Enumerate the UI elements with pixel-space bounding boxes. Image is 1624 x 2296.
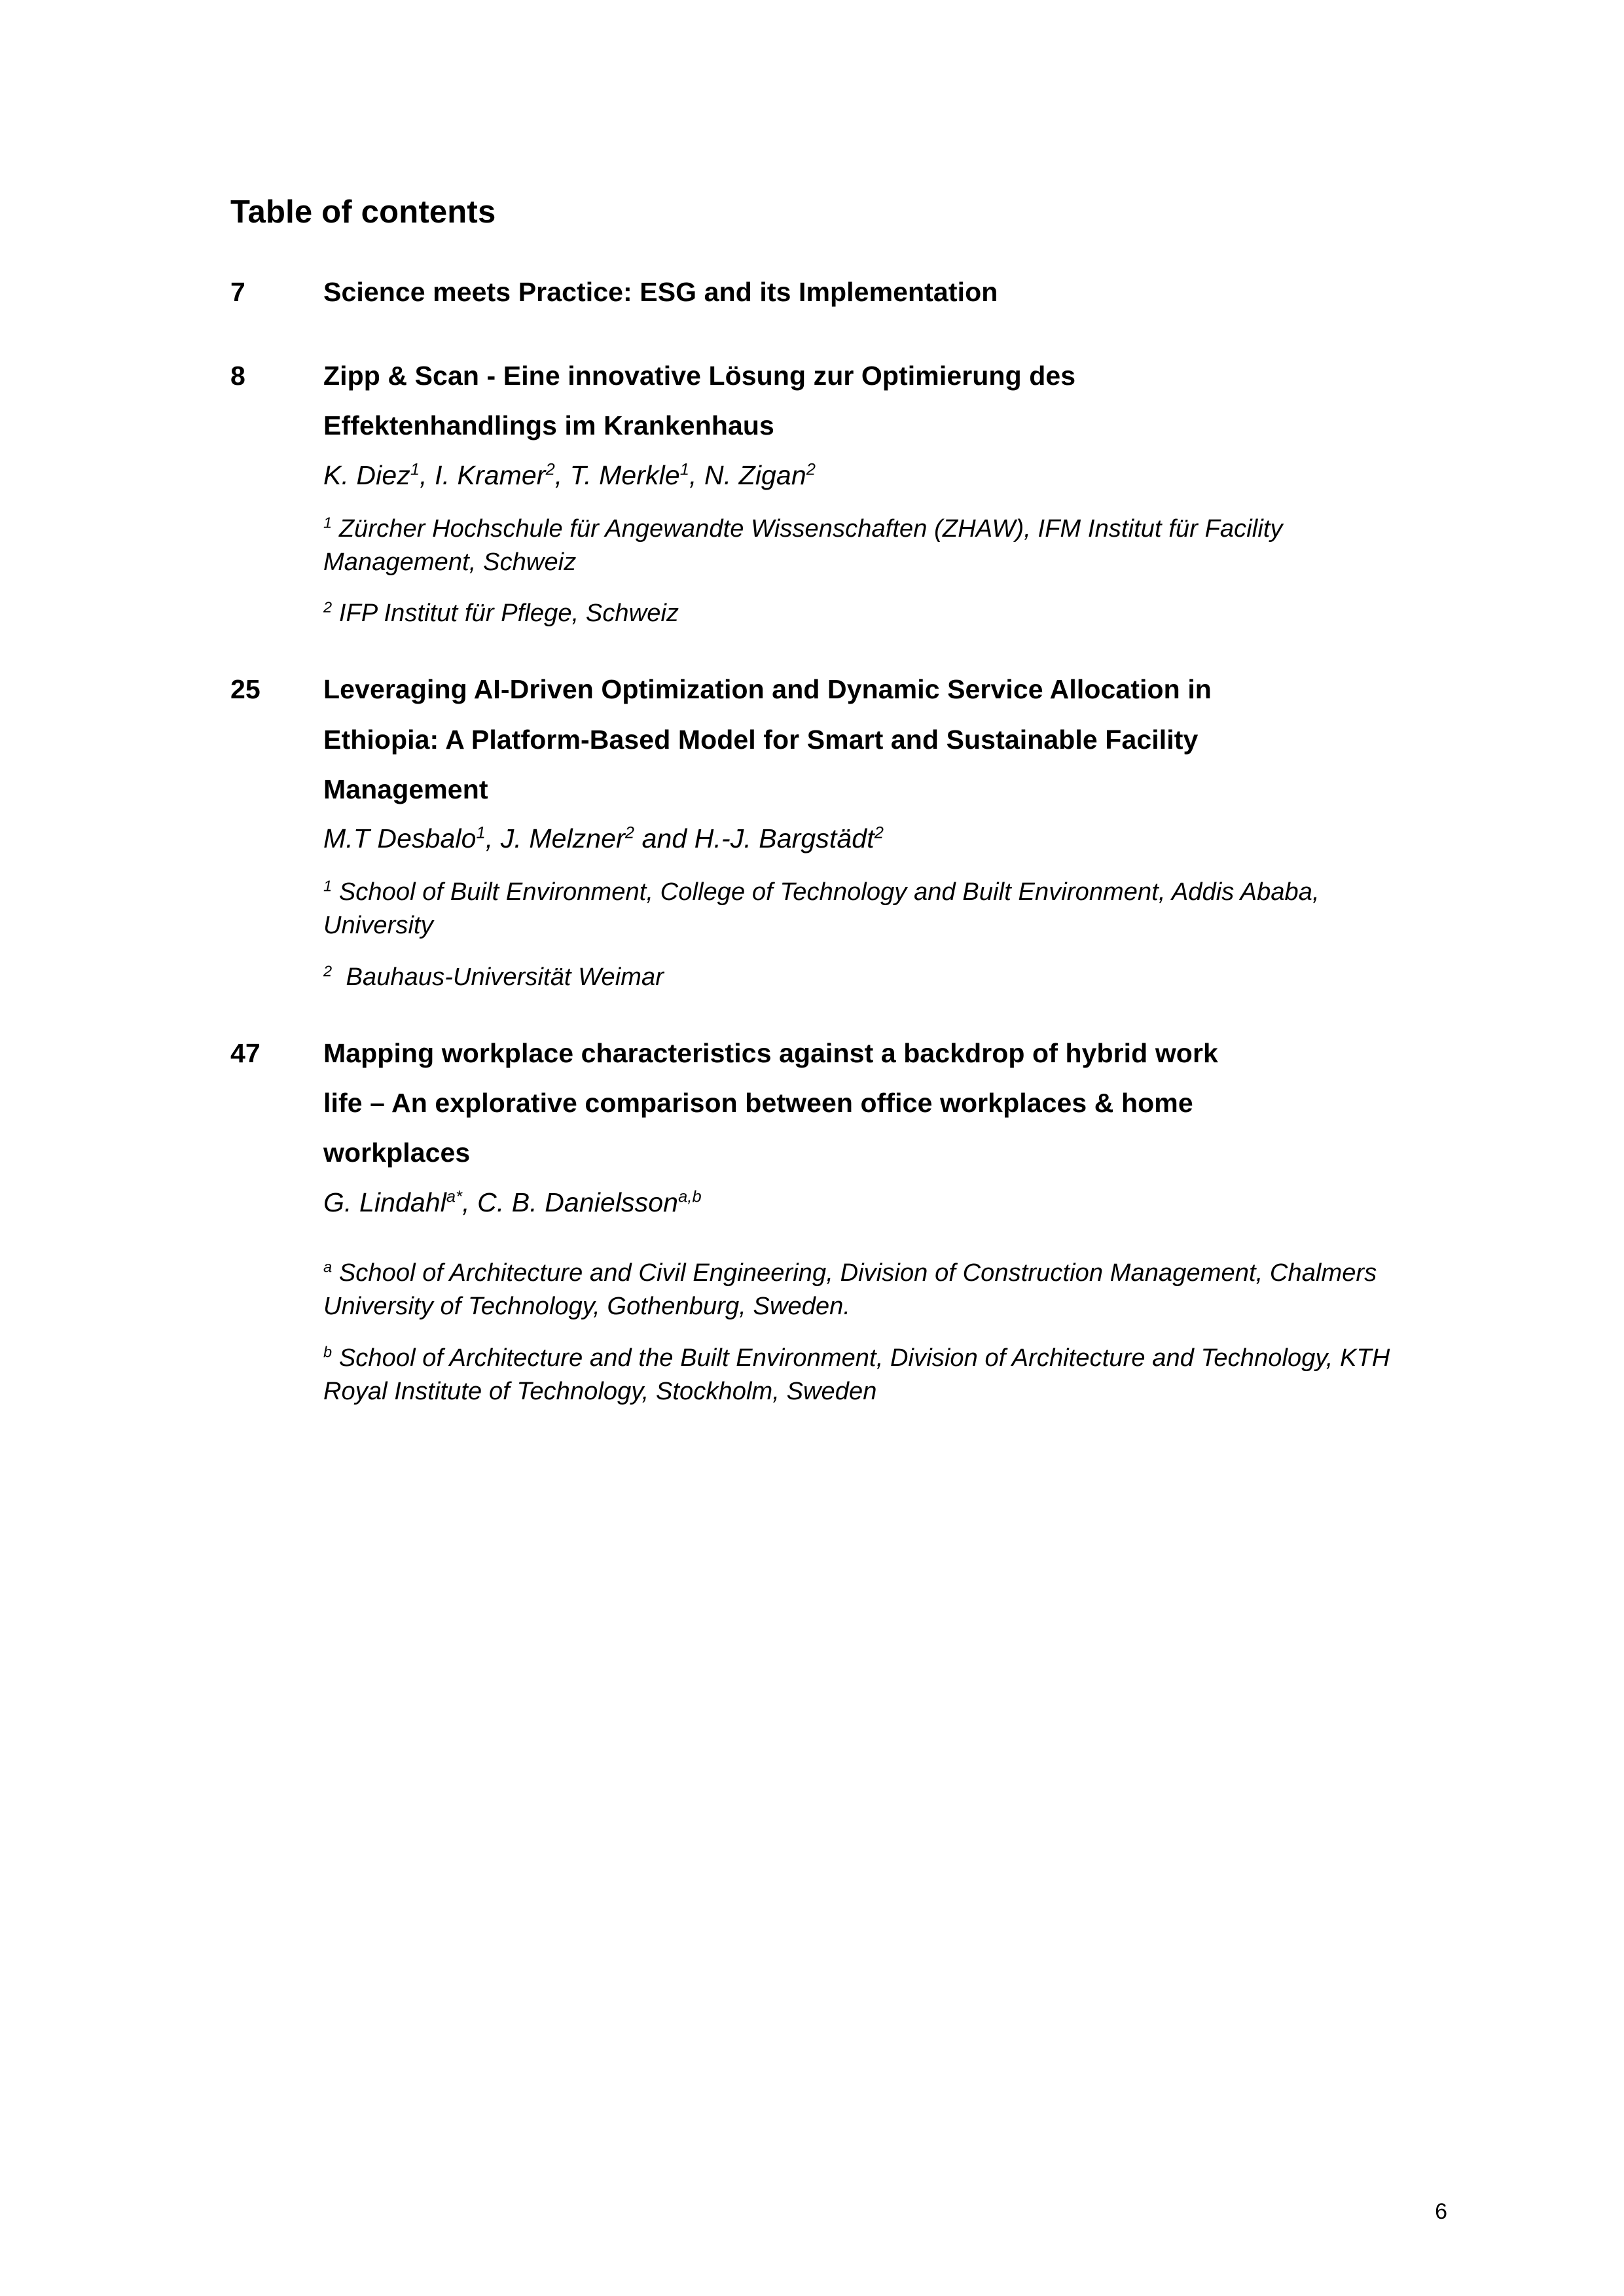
author-name: and H.-J. Bargstädt bbox=[634, 823, 875, 854]
toc-entry-title[interactable] bbox=[323, 351, 1435, 451]
toc-entry-body bbox=[323, 814, 1435, 994]
author-name: M.T Desbalo bbox=[323, 823, 477, 854]
toc-entry-affiliation bbox=[323, 1342, 1435, 1408]
affiliation-text: Zürcher Hochschule für Angewandte Wissenschaften (ZHAW), IFM Institut für Facility Management, Schweiz bbox=[323, 514, 1283, 576]
spacer bbox=[323, 1323, 1435, 1342]
toc-entry-affiliation bbox=[323, 597, 1435, 630]
toc-entry-title[interactable] bbox=[323, 664, 1435, 814]
toc-entry-title-line: workplaces bbox=[323, 1138, 471, 1168]
toc-entry-body bbox=[323, 451, 1435, 631]
spacer bbox=[230, 994, 1435, 1028]
author-affiliation-marker: a* bbox=[446, 1187, 463, 1206]
author-affiliation-marker: a,b bbox=[678, 1187, 702, 1206]
spacer bbox=[230, 630, 1435, 664]
toc-entry-heading[interactable] bbox=[230, 1028, 1435, 1178]
affiliation-text: School of Built Environment, College of Technology and Built Environment, Addis Ababa, University bbox=[323, 878, 1320, 940]
toc-entry[interactable] bbox=[230, 1028, 1435, 1408]
toc-entry-page-number: 47 bbox=[230, 1037, 261, 1068]
toc-entry-affiliation bbox=[323, 512, 1435, 579]
toc-entry-heading[interactable] bbox=[230, 351, 1435, 451]
toc-entry-title-line: Leveraging AI-Driven Optimization and Dynamic Service Allocation in bbox=[323, 674, 1212, 705]
toc-content bbox=[230, 194, 1435, 1408]
toc-entry-title-line: Zipp & Scan - Eine innovative Lösung zur Optimierung des bbox=[323, 361, 1076, 391]
toc-entry-authors bbox=[323, 1185, 1435, 1220]
toc-entry-title-line: Mapping workplace characteristics against a backdrop of hybrid work bbox=[323, 1037, 1218, 1068]
toc-entry-authors bbox=[323, 821, 1435, 856]
toc-entry-title[interactable] bbox=[323, 1028, 1435, 1178]
toc-entry-page-number: 8 bbox=[230, 361, 245, 391]
toc-entry-authors bbox=[323, 457, 1435, 493]
affiliation-marker: 2 bbox=[323, 962, 333, 980]
spacer bbox=[323, 942, 1435, 961]
affiliation-text: School of Architecture and Civil Engineering, Division of Construction Management, Chalmers University of Technology, Gothenburg, Sweden. bbox=[323, 1259, 1377, 1320]
toc-entry-affiliation bbox=[323, 1257, 1435, 1323]
author-affiliation-marker: 2 bbox=[545, 459, 555, 478]
author-name: , I. Kramer bbox=[420, 459, 546, 490]
affiliation-text: Bauhaus-Universität Weimar bbox=[332, 963, 664, 992]
author-name: , C. B. Danielsson bbox=[462, 1187, 679, 1217]
toc-entry-title[interactable]: Science meets Practice: ESG and its Implementation bbox=[323, 276, 998, 307]
affiliation-text: School of Architecture and the Built Environment, Division of Architecture and Technology, KTH Royal Institute of Technology, Stockholm, Sweden bbox=[323, 1344, 1390, 1405]
affiliation-text: IFP Institut für Pflege, Schweiz bbox=[332, 600, 679, 628]
author-affiliation-marker: 1 bbox=[476, 823, 486, 842]
author-affiliation-marker: 2 bbox=[874, 823, 884, 842]
toc-entry-title-line: life – An explorative comparison between office workplaces & home bbox=[323, 1088, 1193, 1119]
affiliation-marker: 1 bbox=[323, 877, 333, 895]
page-title: Table of contents bbox=[230, 194, 496, 230]
author-name: , N. Zigan bbox=[689, 459, 806, 490]
spacer bbox=[230, 232, 1435, 267]
affiliation-marker: 1 bbox=[323, 514, 333, 531]
author-affiliation-marker: 1 bbox=[410, 459, 420, 478]
spacer bbox=[323, 814, 1435, 821]
spacer bbox=[323, 579, 1435, 597]
author-affiliation-marker: 1 bbox=[679, 459, 689, 478]
affiliation-marker: 2 bbox=[323, 598, 333, 616]
toc-entry-title-line: Effektenhandlings im Krankenhaus bbox=[323, 410, 774, 441]
spacer bbox=[323, 1178, 1435, 1185]
affiliation-marker: a bbox=[323, 1258, 333, 1276]
toc-entry-title-line: Ethiopia: A Platform-Based Model for Smart and Sustainable Facility bbox=[323, 724, 1199, 755]
page-footer-number: 6 bbox=[1435, 2199, 1447, 2224]
affiliation-marker: b bbox=[323, 1342, 333, 1360]
author-name: G. Lindahl bbox=[323, 1187, 446, 1217]
toc-entry-heading[interactable] bbox=[230, 267, 1435, 317]
toc-entry-affiliation bbox=[323, 876, 1435, 942]
toc-entry[interactable] bbox=[230, 351, 1435, 630]
toc-entry-affiliation bbox=[323, 961, 1435, 994]
spacer bbox=[323, 1220, 1435, 1257]
toc-entry-heading[interactable] bbox=[230, 664, 1435, 814]
spacer bbox=[323, 451, 1435, 457]
author-name: , T. Merkle bbox=[554, 459, 680, 490]
toc-entry-body bbox=[323, 1178, 1435, 1408]
spacer bbox=[323, 856, 1435, 876]
author-affiliation-marker: 2 bbox=[806, 459, 816, 478]
author-name: K. Diez bbox=[323, 459, 410, 490]
toc-entry[interactable] bbox=[230, 664, 1435, 994]
spacer bbox=[230, 317, 1435, 351]
author-affiliation-marker: 2 bbox=[624, 823, 635, 842]
toc-entry[interactable] bbox=[230, 267, 1435, 317]
toc-entry-page-number: 25 bbox=[230, 674, 261, 705]
toc-entry-page-number: 7 bbox=[230, 276, 245, 307]
toc-entry-title-line: Management bbox=[323, 774, 488, 804]
spacer bbox=[323, 493, 1435, 512]
author-name: , J. Melzner bbox=[485, 823, 625, 854]
